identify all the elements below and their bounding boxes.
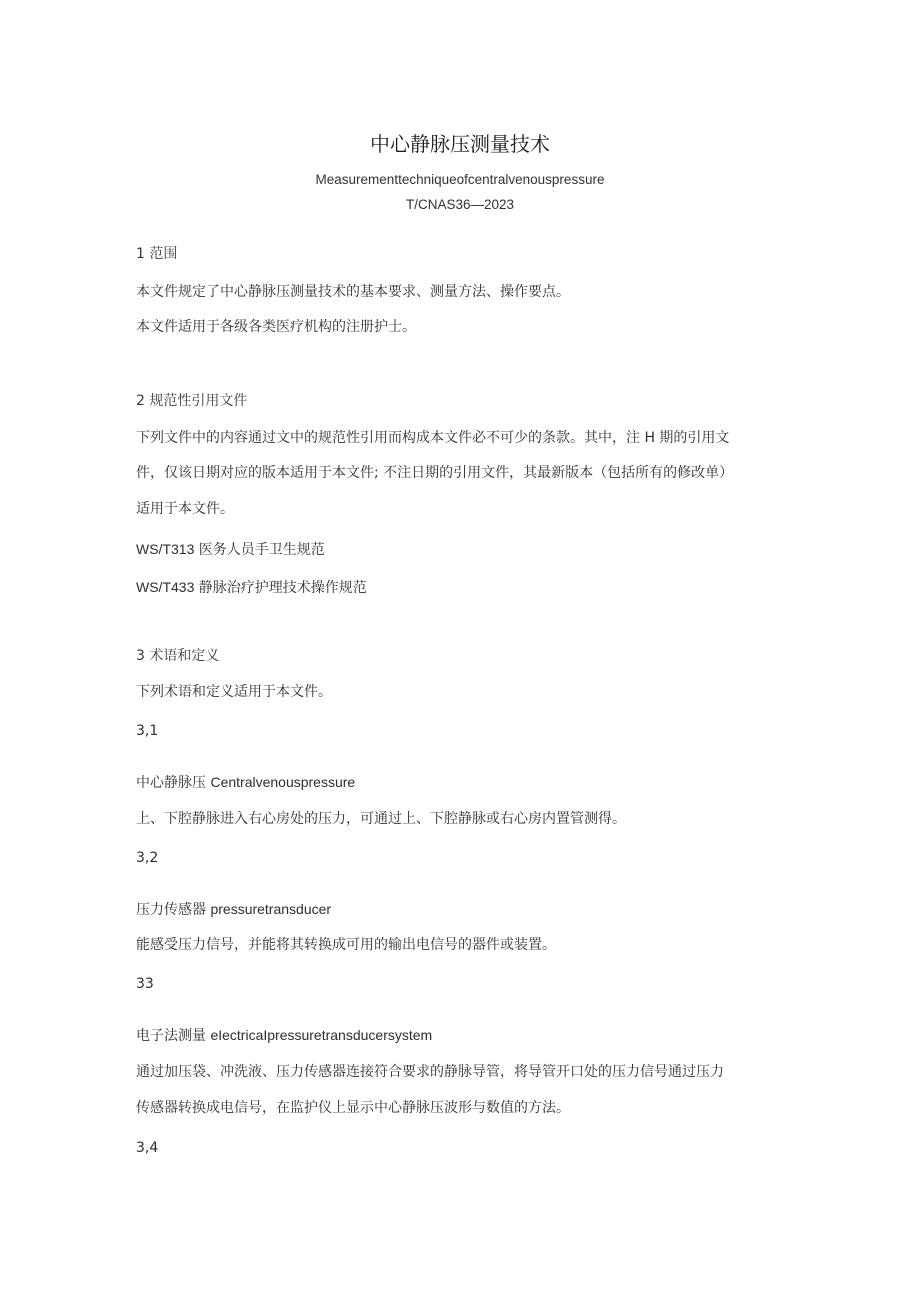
- document-title: 中心静脉压测量技术: [370, 132, 550, 156]
- reference-code: WS/T313: [136, 541, 195, 557]
- term-name-en: pressuretransducer: [210, 901, 332, 917]
- term-name-en: Centralvenouspressure: [210, 774, 356, 790]
- section-1-heading: 1 范围: [136, 246, 178, 262]
- reference-ws-t433: [136, 577, 786, 598]
- term-number: 3,1: [136, 723, 159, 739]
- reference-title: 静脉治疗护理技术操作规范: [194, 580, 367, 596]
- term-number: 3,2: [136, 850, 159, 866]
- normative-refs-paragraph-line-2: 件，仅该日期对应的版本适用于本文件; 不注日期的引用文件，其最新版本（包括所有的修改单）: [136, 465, 734, 481]
- term-name: [136, 1025, 786, 1046]
- term-name-en: eIectricaIpressuretransducersystem: [210, 1027, 433, 1043]
- term-name: [136, 772, 786, 793]
- term-definition: 能感受压力信号，并能将其转换成可用的输出电信号的器件或装置。: [136, 937, 556, 953]
- term-name: [136, 899, 786, 920]
- term-name-cn: 电子法测量: [136, 1028, 211, 1044]
- term-definition: 上、下腔静脉进入右心房处的压力，可通过上、下腔静脉或右心房内置管测得。: [136, 811, 626, 827]
- section-3-heading: 3 术语和定义: [136, 648, 220, 664]
- normative-refs-paragraph-line-1: 下列文件中的内容通过文中的规范性引用而构成本文件必不可少的条款。其中，注 H 期的引用文: [136, 430, 730, 446]
- term-name-cn: 中心静脉压: [136, 775, 211, 791]
- term-definition: 通过加压袋、冲洗液、压力传感器连接符合要求的静脉导管，将导管开口处的压力信号通过压力: [136, 1064, 724, 1080]
- terms-intro: 下列术语和定义适用于本文件。: [136, 684, 332, 700]
- reference-code: WS/T433: [136, 579, 195, 595]
- term-number: 33: [136, 976, 154, 992]
- scope-paragraph-2: 本文件适用于各级各类医疗机构的注册护士。: [136, 319, 416, 335]
- reference-title: 医务人员手卫生规范: [194, 542, 325, 558]
- term-name-cn: 压力传感器: [136, 902, 211, 918]
- section-2-heading: 2 规范性引用文件: [136, 393, 248, 409]
- term-definition: 传感器转换成电信号，在监护仪上显示中心静脉压波形与数值的方法。: [136, 1100, 570, 1116]
- normative-refs-paragraph-line-3: 适用于本文件。: [136, 501, 234, 517]
- reference-ws-t313: [136, 539, 786, 560]
- standard-code: T/CNAS36—2023: [405, 197, 515, 212]
- english-subtitle: Measurementtechniqueofcentralvenouspressure: [315, 172, 605, 187]
- scope-paragraph-1: 本文件规定了中心静脉压测量技术的基本要求、测量方法、操作要点。: [136, 284, 570, 300]
- term-number: 3,4: [136, 1140, 159, 1156]
